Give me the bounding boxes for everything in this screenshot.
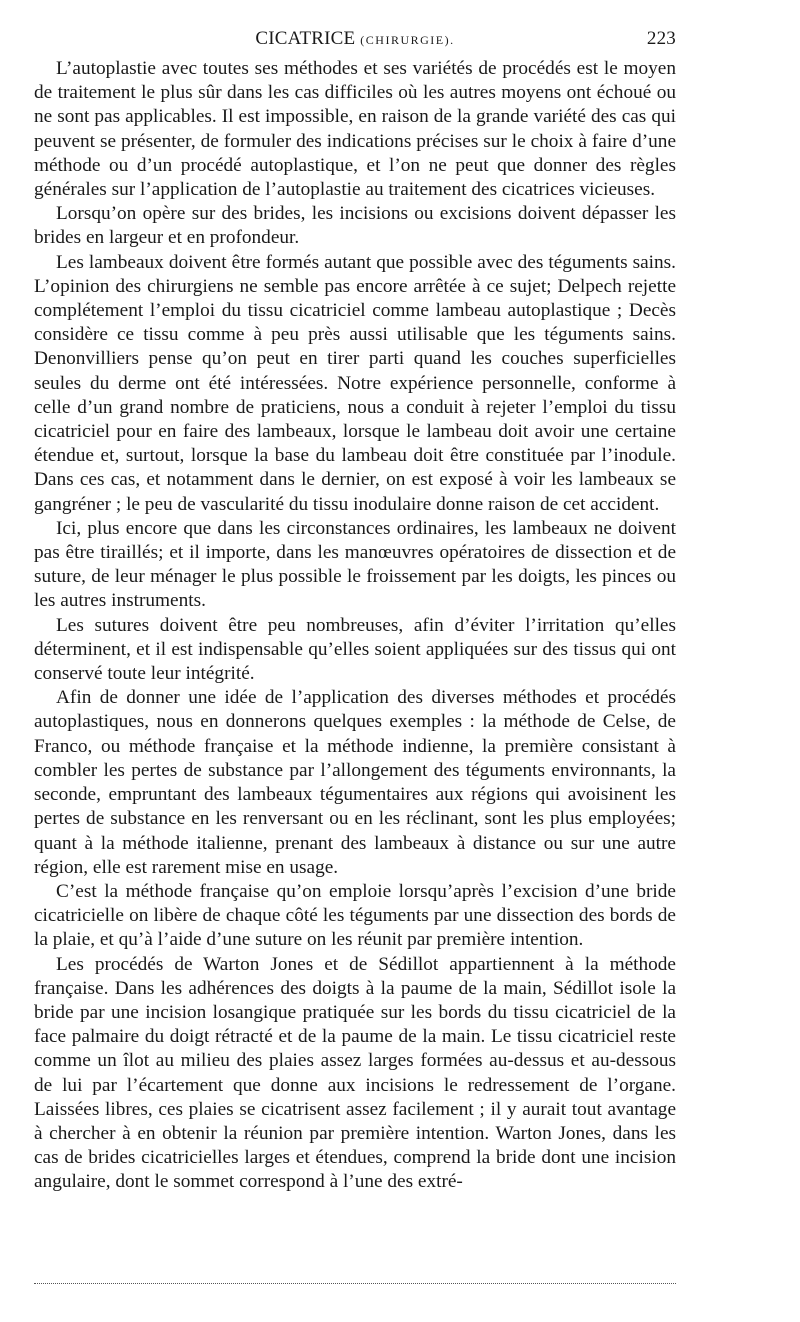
running-title-subtitle: (CHIRURGIE).	[360, 33, 455, 47]
page-header	[34, 28, 676, 52]
footer-dotted-rule	[34, 1283, 676, 1284]
paragraph: Les sutures doivent être peu nombreuses, afin d’éviter l’irritation qu’elles déterminent, et il est indispensable qu’elles soient appliquées sur des tissus qui ont conservé toute leur intégrité.	[34, 614, 676, 685]
paragraph: Ici, plus encore que dans les circonstances ordinaires, les lambeaux ne doivent pas être tiraillés; et il importe, dans les manœuvres opératoires de dissection et de suture, de leur ménager le plus possible le froissement par les doigts, les pinces ou les autres instruments.	[34, 517, 676, 612]
paragraph: Lorsqu’on opère sur des brides, les incisions ou excisions doivent dépasser les brides en largeur et en profondeur.	[34, 203, 676, 249]
running-title-main: CICATRICE	[255, 28, 356, 49]
body-text	[34, 57, 676, 1195]
running-title	[34, 28, 676, 50]
paragraph: Afin de donner une idée de l’application des diverses méthodes et procédés autoplastiques, nous en donnerons quelques exemples : la méthode de Celse, de Franco, ou méthode française et la méthode indienne, la première consistant à combler les pertes de substance par l’allongement des téguments environnants, la seconde, empruntant des lambeaux tégumentaires aux régions qui avoisinent les pertes de substance en les renversant ou en les réclinant, sont les plus employées; quant à la méthode italienne, prenant des lambeaux à distance ou sur une autre région, elle est rarement mise en usage.	[34, 687, 676, 878]
page-number: 223	[646, 28, 676, 49]
paragraph: Les lambeaux doivent être formés autant que possible avec des téguments sains. L’opinion des chirurgiens ne semble pas encore arrêtée à ce sujet; Delpech rejette complétement l’emploi du tissu cicatriciel comme lambeau autoplastique ; Decès considère ce tissu comme à peu près aussi utilisable que les téguments sains. Denonvilliers pense qu’on peut en tirer parti quand les couches superficielles seules du derme ont été intéressées. Notre expérience personnelle, conforme à celle d’un grand nombre de praticiens, nous a conduit à rejeter l’emploi du tissu cicatriciel pour en faire des lambeaux, lorsque le lambeau doit avoir une certaine étendue et, surtout, lorsque la base du lambeau doit être constituée par l’inodule. Dans ces cas, et notamment dans le dernier, on est exposé à voir les lambeaux se gangréner ; le peu de vascularité du tissu inodulaire donne raison de cet accident.	[34, 251, 676, 515]
paragraph: C’est la méthode française qu’on emploie lorsqu’après l’excision d’une bride cicatricielle on libère de chaque côté les téguments par une dissection des bords de la plaie, et qu’à l’aide d’une suture on les réunit par première intention.	[34, 880, 676, 951]
paragraph: L’autoplastie avec toutes ses méthodes et ses variétés de procédés est le moyen de traitement le plus sûr dans les cas difficiles où les autres moyens ont échoué ou ne sont pas applicables. Il est impossible, en raison de la grande variété des cas qui peuvent se présenter, de formuler des indications précises sur le choix à faire d’une méthode ou d’un procédé autoplastique, et l’on ne peut que donner des règles générales sur l’application de l’autoplastie au traitement des cicatrices vicieuses.	[34, 58, 676, 201]
paragraph: Les procédés de Warton Jones et de Sédillot appartiennent à la méthode française. Dans les adhérences des doigts à la paume de la main, Sédillot isole la bride par une incision losangique pratiquée sur les bords du tissu cicatriciel de la face palmaire du doigt rétracté et de la paume de la main. Le tissu cicatriciel reste comme un îlot au milieu des plaies assez larges formées au-dessus et au-dessous de lui par l’écartement que donne aux incisions le redressement de l’organe. Laissées libres, ces plaies se cicatrisent assez facilement ; il y aurait tout avantage à chercher à en obtenir la réunion par première intention. Warton Jones, dans les cas de brides cicatricielles larges et étendues, comprend la bride dont une incision angulaire, dont le sommet correspond à l’une des extré-	[34, 953, 676, 1193]
